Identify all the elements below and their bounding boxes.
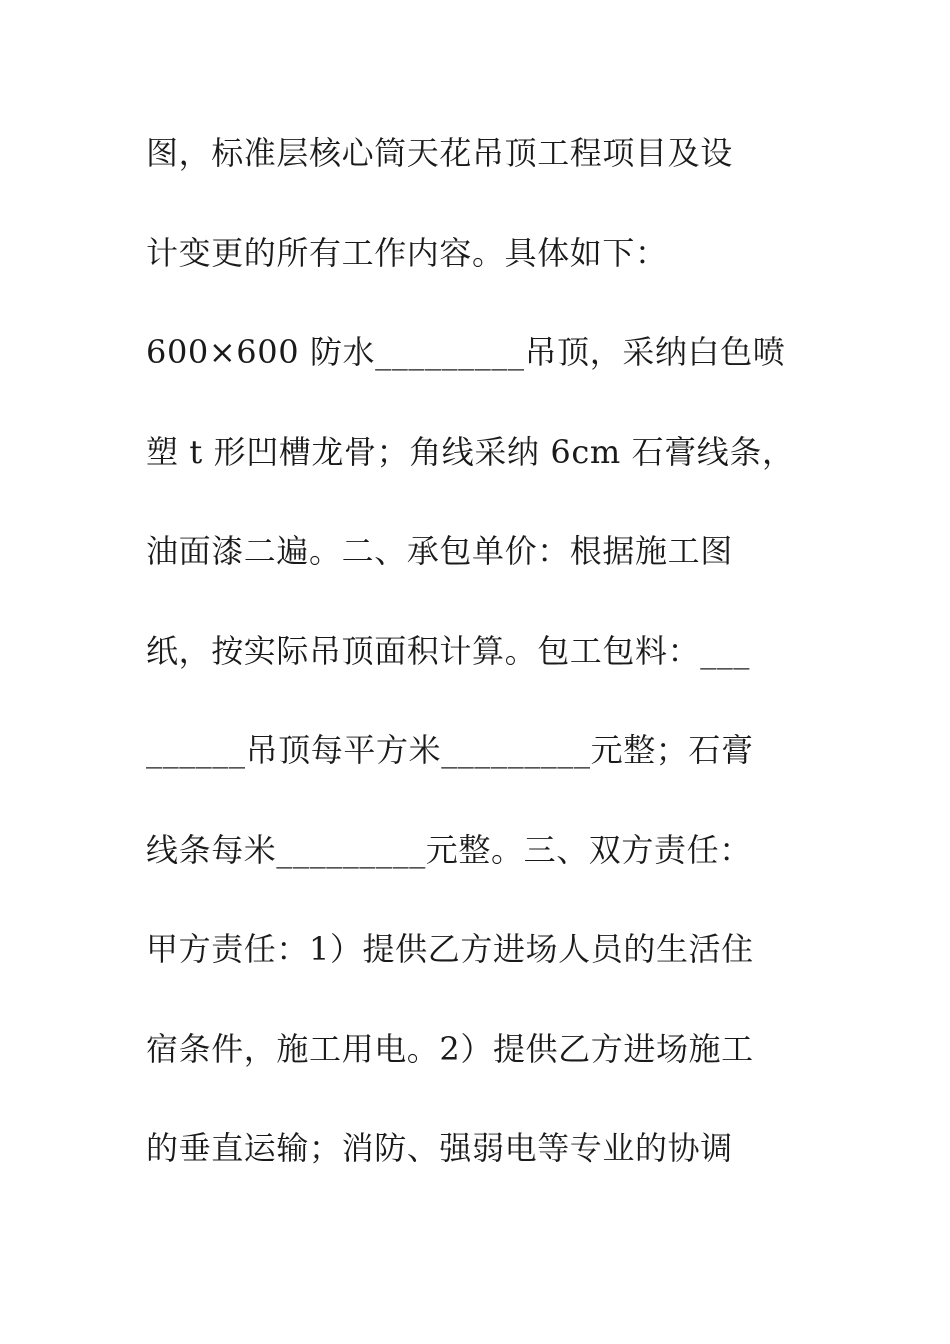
text-line-4: 塑 t 形凹槽龙骨；角线采纳 6cm 石膏线条，	[146, 432, 795, 471]
text-line-11: 的垂直运输；消防、强弱电等专业的协调	[146, 1129, 733, 1167]
document-body	[146, 128, 826, 1223]
text-line-1: 图，标准层核心筒天花吊顶工程项目及设	[146, 134, 733, 172]
text-line-10: 宿条件，施工用电。2）提供乙方进场施工	[146, 1029, 754, 1068]
text-line-2: 计变更的所有工作内容。具体如下：	[146, 233, 668, 272]
text-line-5: 油面漆二遍。二、承包单价：根据施工图	[146, 532, 733, 570]
text-line-6: 纸，按实际吊顶面积计算。包工包料：___	[146, 631, 751, 670]
text-line-8: 线条每米_________元整。三、双方责任：	[146, 830, 752, 869]
text-line-7: ______吊顶每平方米_________元整；石膏	[146, 731, 754, 769]
text-line-9: 甲方责任：1）提供乙方进场人员的生活住	[146, 930, 754, 968]
text-line-3: 600×600 防水_________吊顶，采纳白色喷	[146, 333, 786, 371]
